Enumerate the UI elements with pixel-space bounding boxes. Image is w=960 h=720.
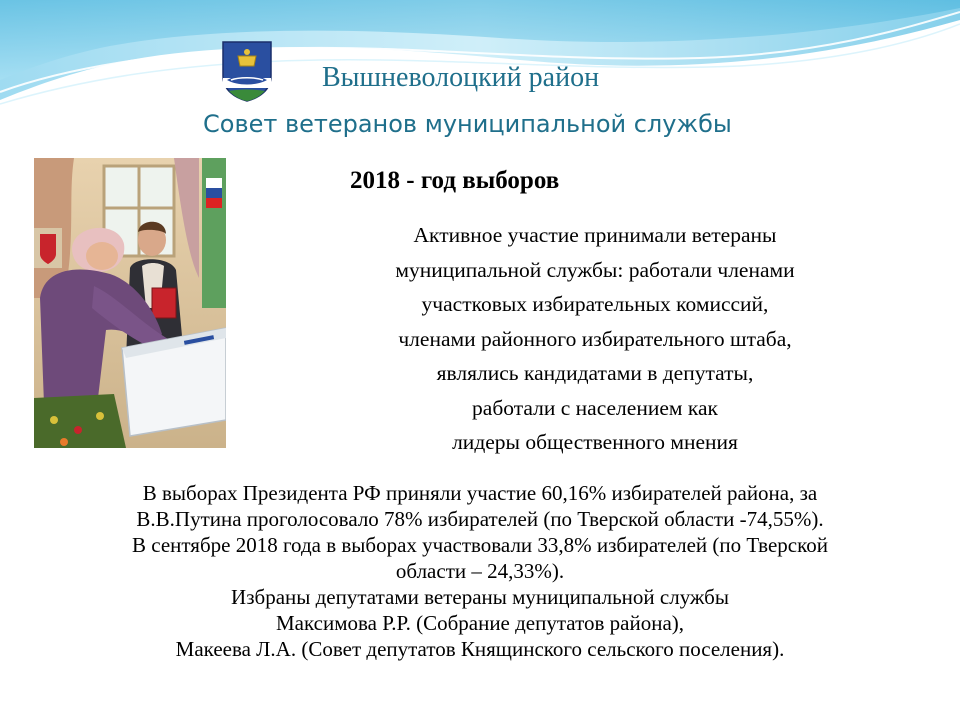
election-results-text [20,480,940,662]
results-line: Максимова Р.Р. (Собрание депутатов района), [275,611,685,635]
results-line: В сентябре 2018 года в выборах участвовали 33,8% избирателей (по Тверской [132,533,828,557]
district-title: Вышневолоцкий район [322,62,600,93]
paragraph-line: Активное участие принимали ветераны [413,223,777,247]
results-line: Избраны депутатами ветераны муниципальной службы [231,585,729,609]
voting-photo [34,158,226,448]
section-title: 2018 - год выборов [350,167,560,194]
paragraph-line: участковых избирательных комиссий, [421,292,769,316]
results-line: В.В.Путина проголосовало 78% избирателей (по Тверской области -74,55%). [136,507,824,531]
results-line: В выборах Президента РФ приняли участие 60,16% избирателей района, за [142,481,818,505]
results-line: Макеева Л.А. (Совет депутатов Княщинского сельского поселения). [175,637,785,661]
paragraph-line: работали с населением как [472,395,718,420]
paragraph-line: членами районного избирательного штаба, [398,326,792,351]
paragraph-line: лидеры общественного мнения [452,430,738,454]
results-line: области – 24,33%). [395,559,565,583]
paragraph-line: являлись кандидатами в депутаты, [436,361,754,385]
paragraph-line: муниципальной службы: работали членами [395,257,795,282]
participation-paragraph [300,218,890,460]
council-title: Совет ветеранов муниципальной службы [203,110,732,138]
